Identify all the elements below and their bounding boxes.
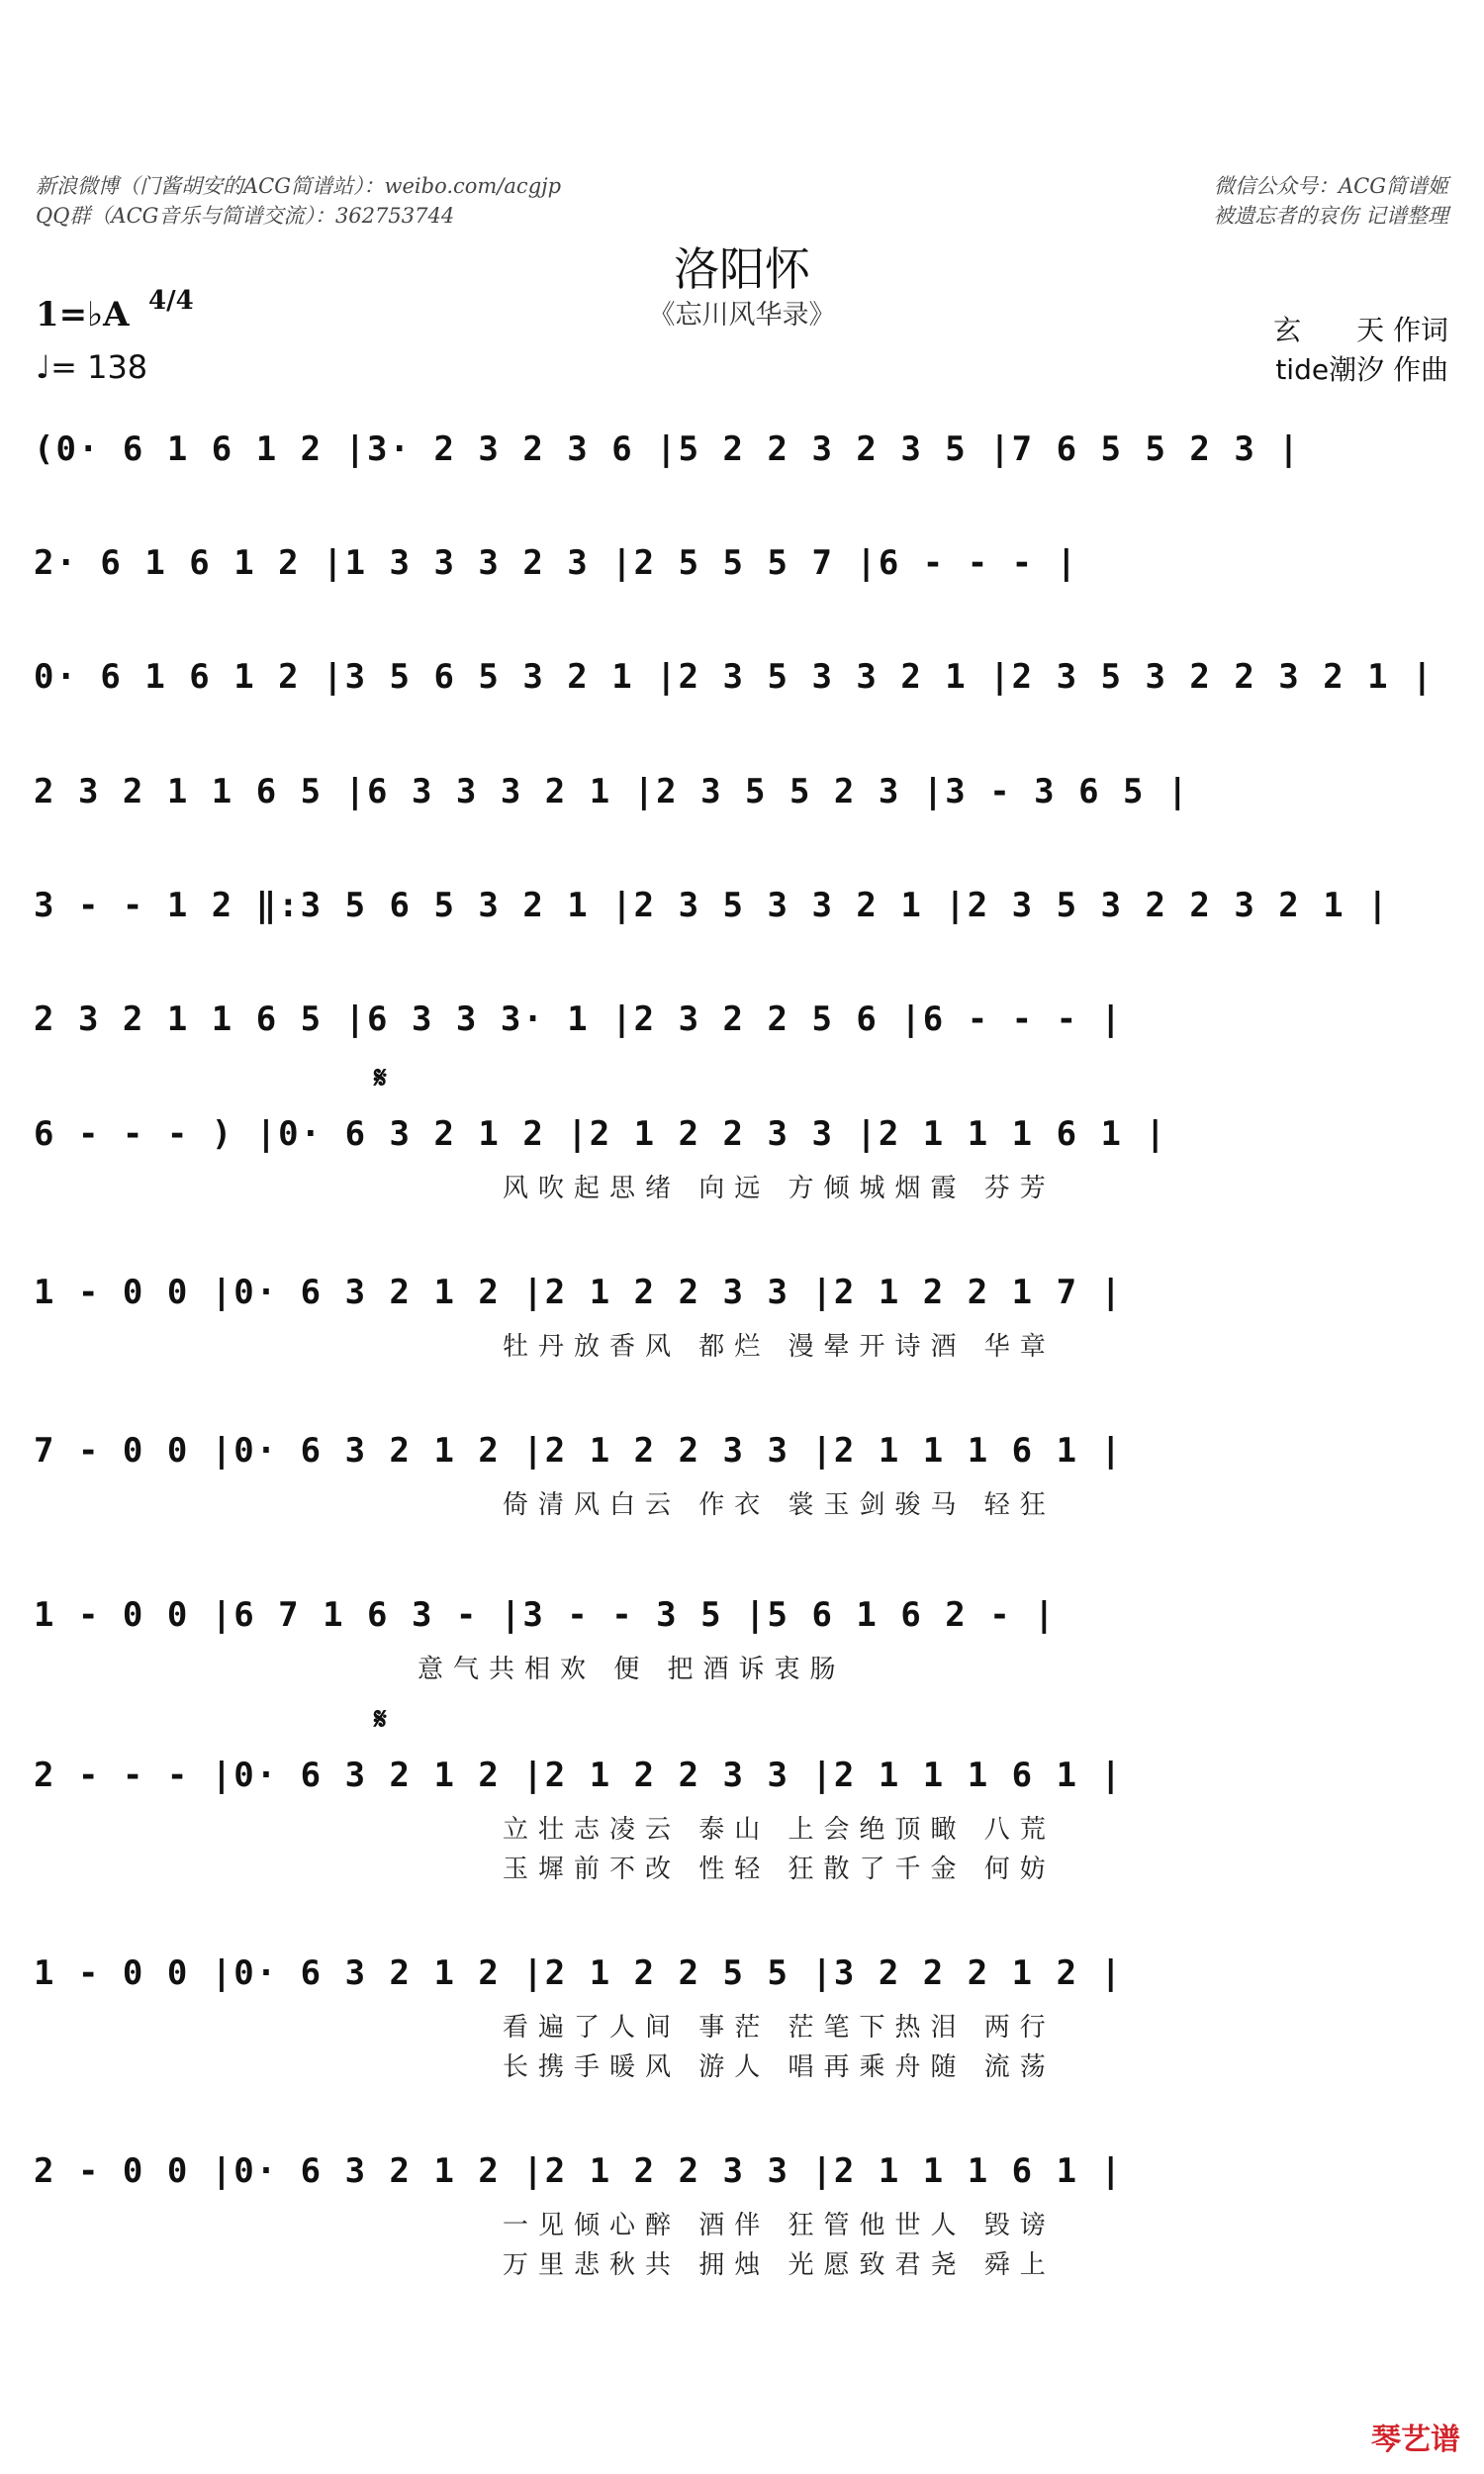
score-row-5 bbox=[34, 876, 1450, 1004]
lyrics-verse-1: 看遍了人间 事茫 茫笔下热泪 两行 bbox=[503, 2013, 1056, 2043]
notes-line: 2 - - - |0· 6 3 2 1 2 |2 1 2 2 3 3 |2 1 1 1 6 1 | bbox=[34, 1756, 1124, 1795]
score-row-9 bbox=[34, 1421, 1450, 1550]
weibo-line: 新浪微博（门酱胡安的ACG简谱站）：weibo.com/acgjp bbox=[36, 174, 562, 198]
notes-line: 2· 6 1 6 1 2 |1 3 3 3 2 3 |2 5 5 5 7 |6 - - - | bbox=[34, 543, 1079, 583]
tempo-mark: ♩= 138 bbox=[36, 348, 148, 386]
key-signature: 1=♭A bbox=[36, 295, 130, 334]
score-row-7 bbox=[34, 1104, 1450, 1233]
score-row-3 bbox=[34, 647, 1450, 776]
notes-line: 6 - - - ) |0· 6 3 2 1 2 |2 1 2 2 3 3 |2 1 1 1 6 1 | bbox=[34, 1114, 1167, 1154]
score-row-2 bbox=[34, 533, 1450, 662]
lyrics-verse: 风吹起思绪 向远 方倾城烟霞 芬芳 bbox=[503, 1174, 1056, 1203]
lyrics-verse-1: 一见倾心醉 酒伴 狂管他世人 毁谤 bbox=[503, 2211, 1056, 2240]
lyricist-credit: 玄 天 作词 bbox=[1273, 314, 1448, 346]
qinyipu-logo: 琴艺谱 bbox=[1371, 2423, 1460, 2457]
transcriber-line: 被遗忘者的哀伤 记谱整理 bbox=[1213, 204, 1448, 228]
qq-group-line: QQ群（ACG音乐与简谱交流）：362753744 bbox=[36, 204, 455, 228]
segno-icon: 𝄋 bbox=[374, 1061, 387, 1095]
notes-line: 0· 6 1 6 1 2 |3 5 6 5 3 2 1 |2 3 5 3 3 2 1 |2 3 5 3 2 2 3 2 1 | bbox=[34, 657, 1435, 697]
notes-line: (0· 6 1 6 1 2 |3· 2 3 2 3 6 |5 2 2 3 2 3 5 |7 6 5 5 2 3 | bbox=[34, 429, 1301, 469]
lyrics-verse: 意气共相欢 便 把酒诉衷肠 bbox=[417, 1655, 846, 1684]
notes-line: 2 3 2 1 1 6 5 |6 3 3 3 2 1 |2 3 5 5 2 3 |3 - 3 6 5 | bbox=[34, 772, 1190, 811]
score-row-4 bbox=[34, 762, 1450, 891]
score-row-11 bbox=[34, 1746, 1450, 1884]
score-row-1 bbox=[34, 420, 1450, 548]
notes-line: 1 - 0 0 |6 7 1 6 3 - |3 - - 3 5 |5 6 1 6 2 - | bbox=[34, 1595, 1057, 1635]
notes-line: 7 - 0 0 |0· 6 3 2 1 2 |2 1 2 2 3 3 |2 1 1 1 6 1 | bbox=[34, 1431, 1124, 1471]
lyrics-verse-2: 长携手暖风 游人 唱再乘舟随 流荡 bbox=[503, 2052, 1056, 2082]
lyrics-verse-1: 立壮志凌云 泰山 上会绝顶瞰 八荒 bbox=[503, 1815, 1056, 1845]
notes-line: 1 - 0 0 |0· 6 3 2 1 2 |2 1 2 2 5 5 |3 2 2 2 1 2 | bbox=[34, 1953, 1124, 1993]
wechat-line: 微信公众号：ACG简谱姬 bbox=[1213, 174, 1448, 198]
score-row-6 bbox=[34, 990, 1450, 1118]
score-row-12 bbox=[34, 1944, 1450, 2082]
lyrics-verse: 倚清风白云 作衣 裳玉剑骏马 轻狂 bbox=[503, 1490, 1056, 1520]
time-signature: 4/4 bbox=[148, 286, 194, 316]
notes-line: 3 - - 1 2 ‖:3 5 6 5 3 2 1 |2 3 5 3 3 2 1 |2 3 5 3 2 2 3 2 1 | bbox=[34, 886, 1390, 925]
score-row-13 bbox=[34, 2141, 1450, 2280]
song-subtitle: 《忘川风华录》 bbox=[648, 300, 836, 331]
score-row-8 bbox=[34, 1263, 1450, 1391]
notes-line: 2 - 0 0 |0· 6 3 2 1 2 |2 1 2 2 3 3 |2 1 1 1 6 1 | bbox=[34, 2151, 1124, 2191]
composer-credit: tide潮汐 作曲 bbox=[1275, 353, 1448, 386]
score-row-10 bbox=[34, 1585, 1450, 1714]
notes-line: 2 3 2 1 1 6 5 |6 3 3 3· 1 |2 3 2 2 5 6 |6 - - - | bbox=[34, 999, 1124, 1039]
lyrics-verse-2: 万里悲秋共 拥烛 光愿致君尧 舜上 bbox=[503, 2250, 1056, 2280]
notes-line: 1 - 0 0 |0· 6 3 2 1 2 |2 1 2 2 3 3 |2 1 2 2 1 7 | bbox=[34, 1273, 1124, 1312]
segno-icon: 𝄋 bbox=[374, 1702, 387, 1737]
lyrics-verse-2: 玉墀前不改 性轻 狂散了千金 何妨 bbox=[503, 1855, 1056, 1884]
song-title: 洛阳怀 bbox=[674, 242, 810, 296]
lyrics-verse: 牡丹放香风 都烂 漫晕开诗酒 华章 bbox=[503, 1332, 1056, 1362]
